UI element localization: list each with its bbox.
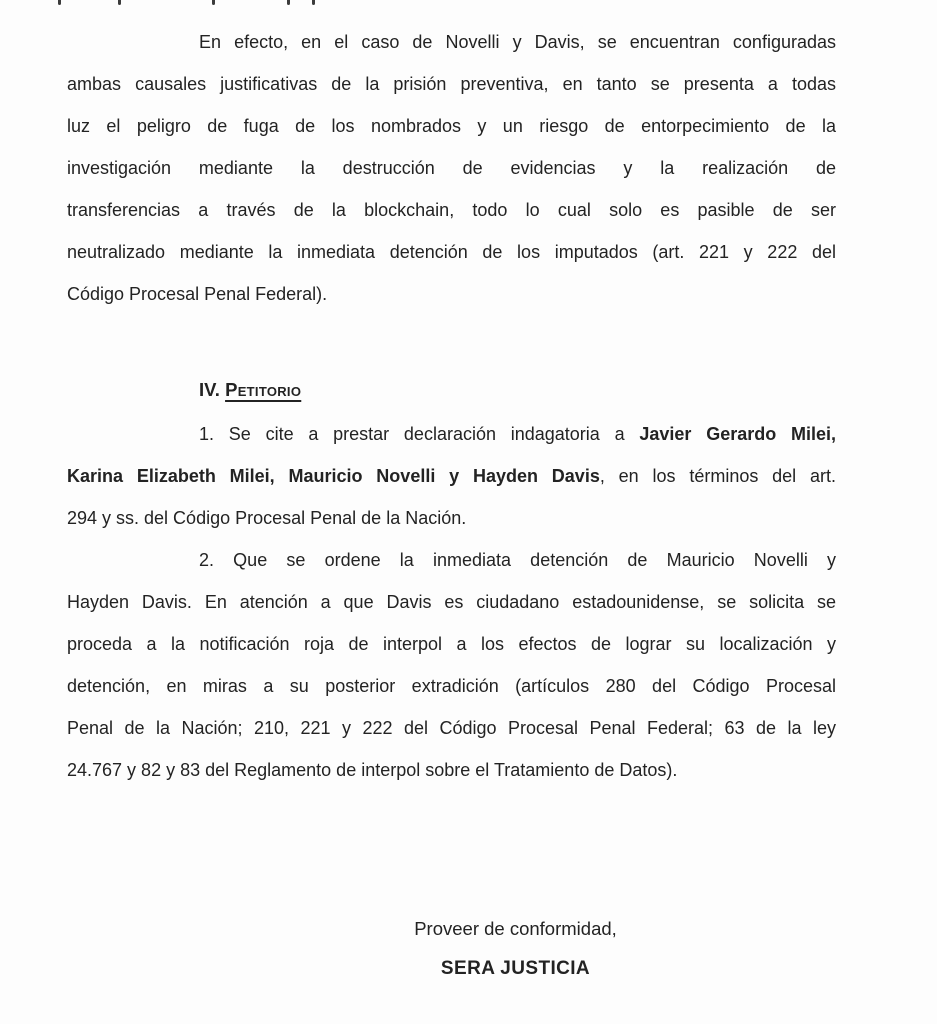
paragraph-item-2 [67, 539, 836, 791]
text-line [67, 413, 836, 455]
text-line [67, 749, 836, 791]
bold-text: Karina Elizabeth Milei, Mauricio Novelli y Hayden Davis [67, 466, 600, 486]
glyph-fragment [58, 0, 61, 5]
text-segment: ambas causales justificativas de la prisión preventiva, en tanto se presenta a todas [67, 74, 836, 94]
text-line [67, 581, 836, 623]
text-line [67, 231, 836, 273]
closing-formula: Proveer de conformidad, [414, 918, 617, 939]
heading-numeral: IV. [199, 379, 226, 400]
text-line [67, 707, 836, 749]
text-segment: 24.767 y 82 y 83 del Reglamento de interpol sobre el Tratamiento de Datos). [67, 760, 678, 780]
text-line [67, 665, 836, 707]
text-line [67, 147, 836, 189]
text-segment: 294 y ss. del Código Procesal Penal de la Nación. [67, 508, 467, 528]
text-segment: investigación mediante la destrucción de evidencias y la realización de [67, 158, 836, 178]
text-line [67, 21, 836, 63]
text-line [67, 63, 836, 105]
paragraph-intro [67, 21, 836, 315]
text-segment: Hayden Davis. En atención a que Davis es ciudadano estadounidense, se solicita se [67, 592, 836, 612]
text-segment: transferencias a través de la blockchain, todo lo cual solo es pasible de ser [67, 200, 836, 220]
text-line [67, 105, 836, 147]
text-line [67, 497, 836, 539]
text-segment: 1. Se cite a prestar declaración indagatoria a [199, 424, 640, 444]
heading-title: Petitorio [225, 379, 302, 400]
section-heading-petitorio [199, 369, 836, 411]
text-segment: , en los términos del art. [599, 466, 836, 486]
text-segment: Penal de la Nación; 210, 221 y 222 del Código Procesal Penal Federal; 63 de la ley [67, 718, 836, 738]
text-line [67, 273, 836, 315]
bold-text: Javier Gerardo Milei, [639, 424, 836, 444]
sera-justicia: SERA JUSTICIA [440, 958, 591, 979]
text-line [67, 623, 836, 665]
text-segment: detención, en miras a su posterior extradición (artículos 280 del Código Procesal [67, 676, 836, 696]
text-line [67, 539, 836, 581]
text-segment: neutralizado mediante la inmediata detención de los imputados (art. 221 y 222 del [67, 242, 836, 262]
text-segment: proceda a la notificación roja de interpol a los efectos de lograr su localización y [67, 634, 836, 654]
closing-block [67, 909, 836, 989]
text-line [67, 455, 836, 497]
text-segment: Código Procesal Penal Federal). [67, 284, 328, 304]
paragraph-item-1 [67, 413, 836, 539]
text-segment: luz el peligro de fuga de los nombrados y un riesgo de entorpecimiento de la [67, 116, 836, 136]
text-line [67, 189, 836, 231]
text-segment: En efecto, en el caso de Novelli y Davis, se encuentran configuradas [199, 32, 836, 52]
text-segment: 2. Que se ordene la inmediata detención de Mauricio Novelli y [199, 550, 836, 570]
document-body [67, 0, 836, 989]
